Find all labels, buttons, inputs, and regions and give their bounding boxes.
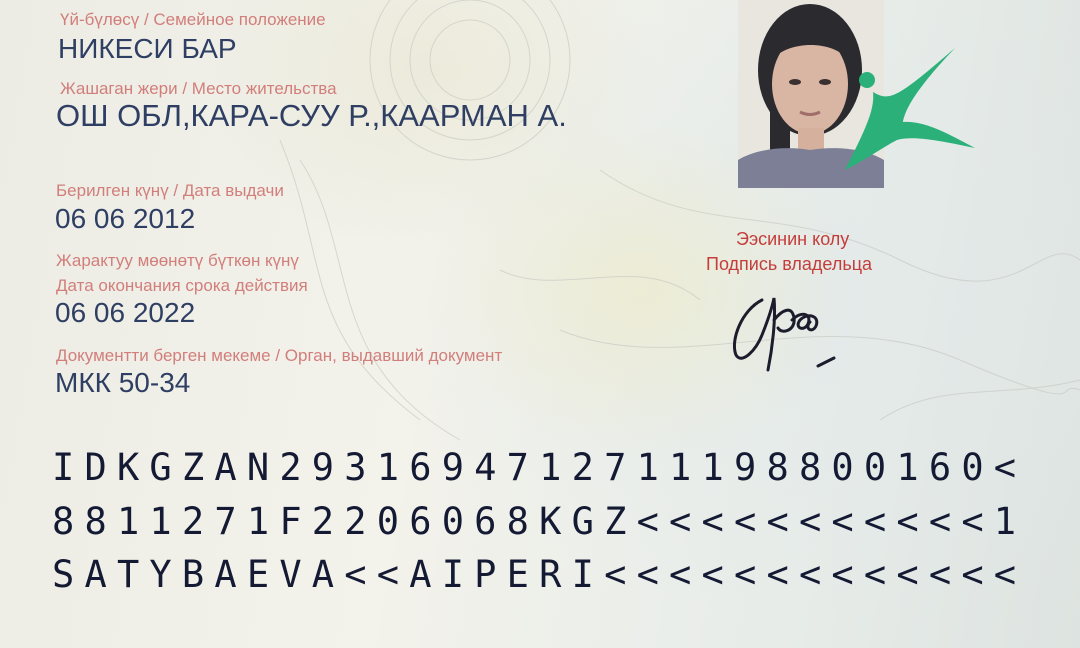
signature-label-ky: Ээсинин колу — [736, 229, 850, 249]
residence-value: ОШ ОБЛ,КАРА-СУУ Р.,КААРМАН А. — [56, 98, 567, 133]
marital-status-label: Үй-бүлөсү / Семейное положение — [60, 10, 326, 29]
authority-label: Документти берген мекеме / Орган, выдавший документ — [56, 346, 503, 365]
expiry-date-label-ky: Жарактуу мөөнөтү бүткөн күнү — [56, 251, 299, 270]
signature-label-ru: Подпись владельца — [706, 254, 873, 274]
mrz-line-2: 8811271F2206068KGZ<<<<<<<<<<<1 — [52, 500, 1027, 543]
holder-signature — [722, 280, 852, 380]
emblem-logo — [835, 40, 985, 180]
marital-status-value: НИКЕСИ БАР — [58, 33, 237, 64]
mrz-line-3: SATYBAEVA<<AIPERI<<<<<<<<<<<<< — [52, 553, 1027, 596]
expiry-date-value: 06 06 2022 — [55, 297, 196, 328]
residence-label: Жашаган жери / Место жительства — [60, 79, 337, 98]
mrz-line-1: IDKGZAN2931694712711198800160< — [52, 446, 1027, 489]
issue-date-label: Берилген күнү / Дата выдачи — [56, 181, 284, 200]
expiry-date-label-ru: Дата окончания срока действия — [56, 276, 308, 295]
issue-date-value: 06 06 2012 — [55, 203, 196, 234]
authority-value: МКК 50-34 — [55, 367, 191, 398]
